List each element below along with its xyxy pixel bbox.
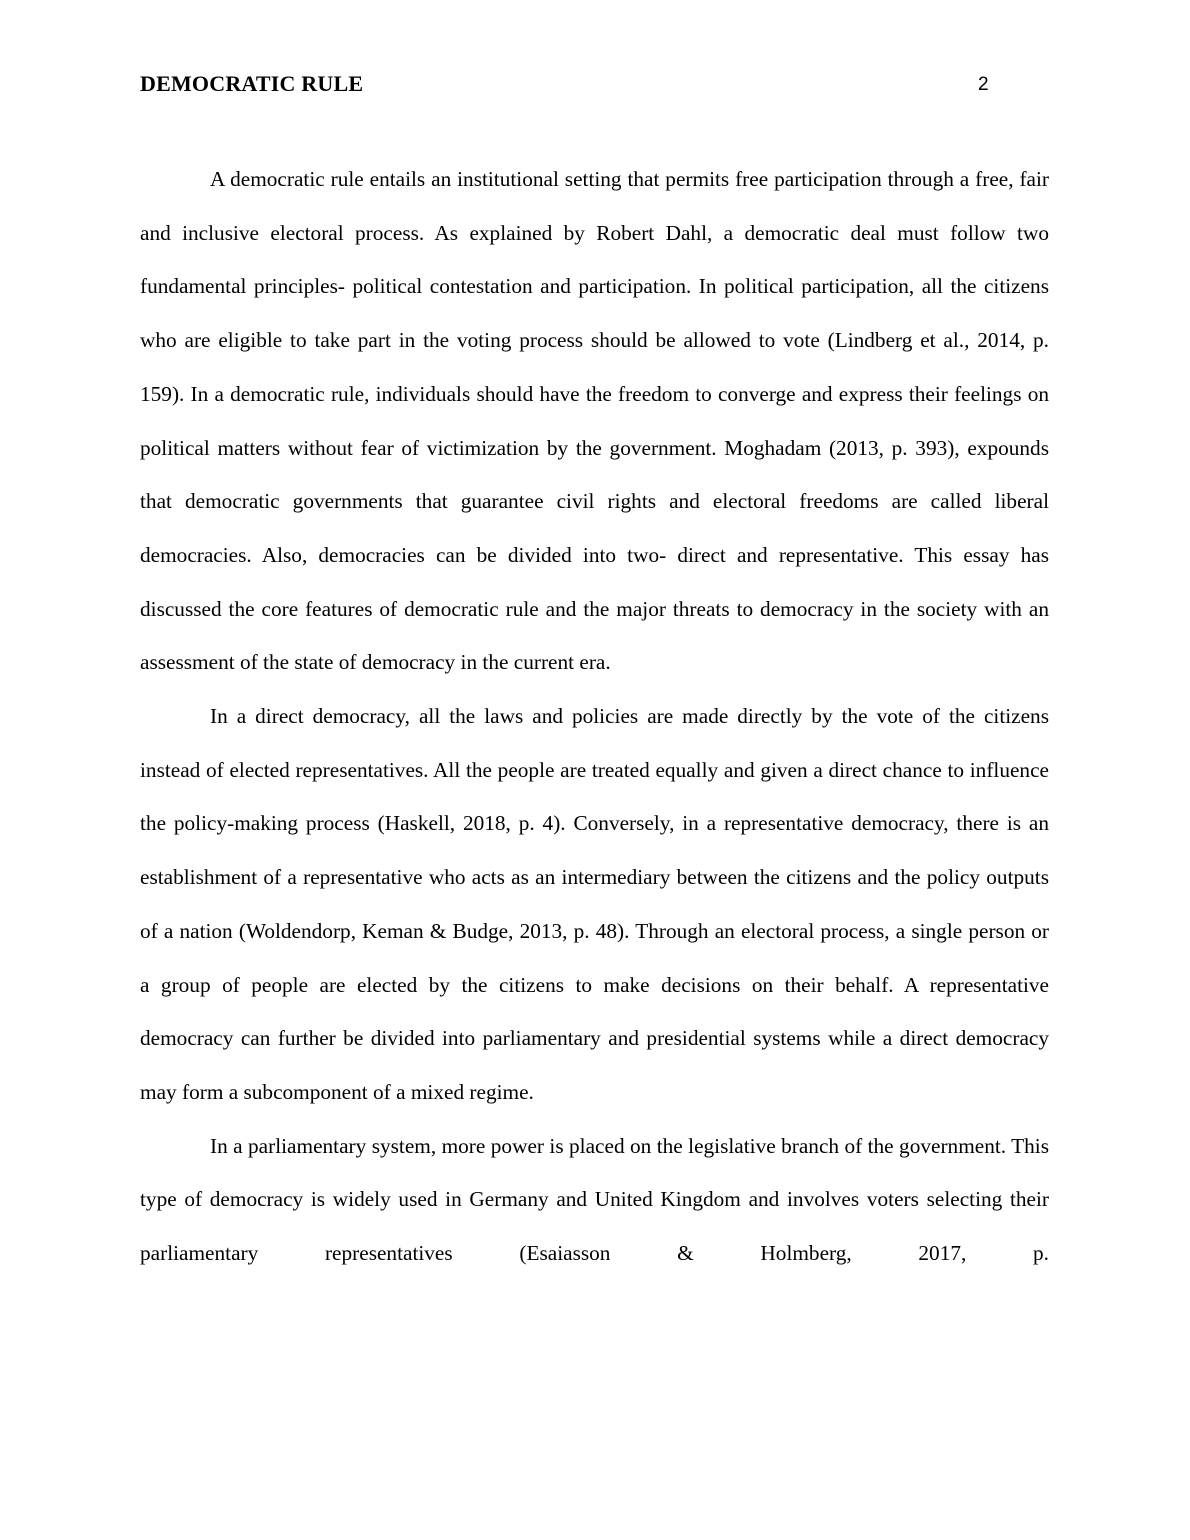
page-number: 2 (978, 74, 989, 95)
running-head: DEMOCRATIC RULE (140, 71, 364, 96)
paragraph-3: In a parliamentary system, more power is placed on the legislative branch of the government. This type of democracy is widely used in Germany and United Kingdom and involves voters selecting their parliamentary representatives (Esaiasson & Holmberg, 2017, p. (140, 1133, 1049, 1266)
document-body (140, 153, 1049, 1281)
paragraph-2: In a direct democracy, all the laws and policies are made directly by the vote of the citizens instead of elected representatives. All the people are treated equally and given a direct chance to influence the policy-making process (Haskell, 2018, p. 4). Conversely, in a representative democracy, there is an establishment of a representative who acts as an intermediary between the citizens and the policy outputs of a nation (Woldendorp, Keman & Budge, 2013, p. 48). Through an electoral process, a single person or a group of people are elected by the citizens to make decisions on their behalf. A representative democracy can further be divided into parliamentary and presidential systems while a direct democracy may form a subcomponent of a mixed regime. (140, 704, 1049, 1104)
paragraph-1: A democratic rule entails an institutional setting that permits free participation through a free, fair and inclusive electoral process. As explained by Robert Dahl, a democratic deal must follow two fundamental principles- political contestation and participation. In political participation, all the citizens who are eligible to take part in the voting process should be allowed to vote (Lindberg et al., 2014, p. 159). In a democratic rule, individuals should have the freedom to converge and express their feelings on political matters without fear of victimization by the government. Moghadam (2013, p. 393), expounds that democratic governments that guarantee civil rights and electoral freedoms are called liberal democracies. Also, democracies can be divided into two- direct and representative. This essay has discussed the core features of democratic rule and the major threats to democracy in the society with an assessment of the state of democracy in the current era. (140, 167, 1049, 675)
